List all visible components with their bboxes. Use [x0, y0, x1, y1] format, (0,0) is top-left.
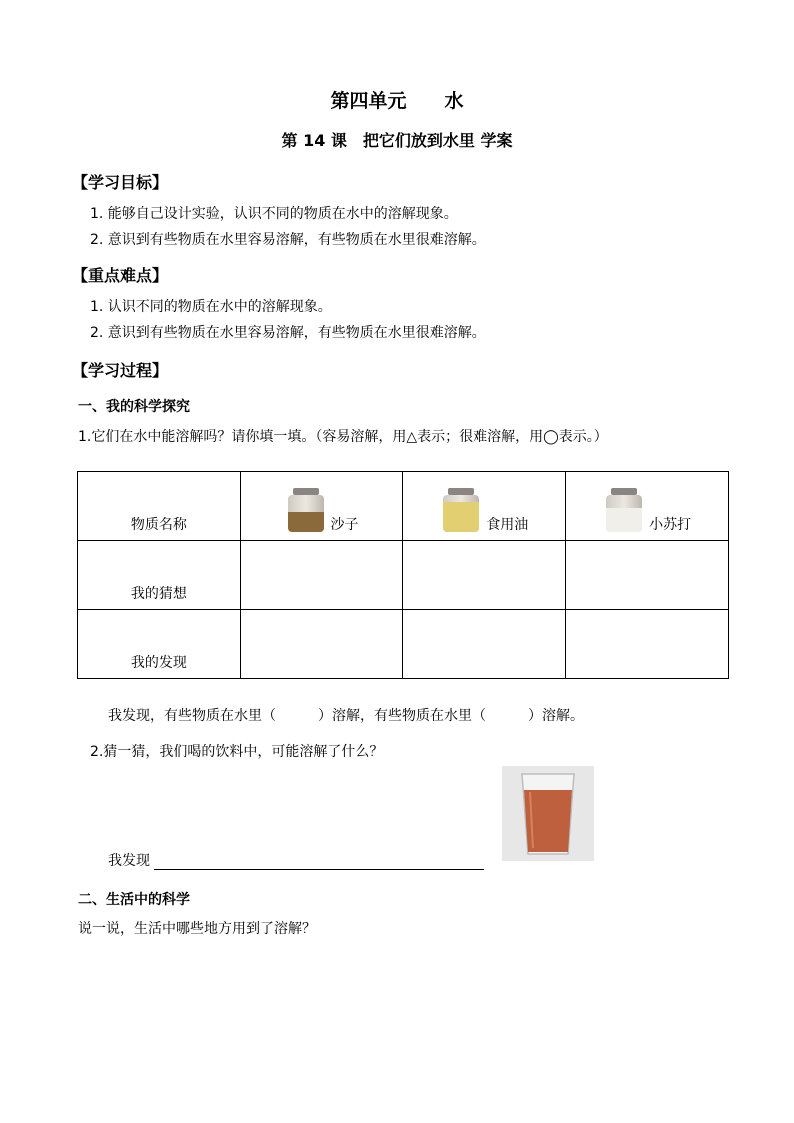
substance-cell-baking-soda — [566, 472, 729, 541]
baking-soda-jar-icon — [603, 486, 645, 534]
key-point-item-1: 1. 认识不同的物质在水中的溶解现象。 — [90, 299, 332, 315]
jar-fill — [443, 502, 479, 532]
part1-title: 一、我的科学探究 — [78, 399, 190, 415]
finding-cell-baking-soda[interactable] — [566, 610, 729, 679]
question-1: 1.它们在水中能溶解吗？请你填一填。（容易溶解，用△表示；很难溶解，用◯表示。） — [78, 429, 608, 445]
key-points-heading: 【重点难点】 — [72, 266, 169, 285]
answer-label: 我发现 — [108, 853, 150, 869]
row-header-finding: 我的发现 — [78, 610, 241, 679]
substance-cell-sand — [240, 472, 403, 541]
objectives-heading: 【学习目标】 — [72, 173, 169, 192]
part2-question: 说一说，生活中哪些地方用到了溶解？ — [78, 921, 316, 937]
substance-name: 沙子 — [330, 517, 359, 533]
table-row — [78, 541, 729, 610]
substance-name: 小苏打 — [649, 517, 692, 533]
row-header-guess: 我的猜想 — [78, 541, 241, 610]
finding-cell-sand[interactable] — [240, 610, 403, 679]
finding-cell-oil[interactable] — [403, 610, 566, 679]
table-row — [78, 472, 729, 541]
drink-glass-icon — [502, 766, 594, 861]
jar-fill — [606, 508, 642, 532]
observation-table — [77, 471, 729, 679]
objective-item-1: 1. 能够自己设计实验，认识不同的物质在水中的溶解现象。 — [90, 206, 458, 222]
guess-cell-oil[interactable] — [403, 541, 566, 610]
lesson-title: 第 14 课 把它们放到水里 学案 — [281, 131, 513, 150]
answer-blank-line[interactable] — [154, 855, 484, 870]
process-heading: 【学习过程】 — [72, 361, 169, 380]
objective-item-2: 2. 意识到有些物质在水里容易溶解，有些物质在水里很难溶解。 — [90, 232, 486, 248]
drink-glass-image — [502, 766, 594, 861]
table-row — [78, 610, 729, 679]
part2-title: 二、生活中的科学 — [78, 892, 190, 908]
guess-cell-sand[interactable] — [240, 541, 403, 610]
key-point-item-2: 2. 意识到有些物质在水里容易溶解，有些物质在水里很难溶解。 — [90, 325, 486, 341]
question-2: 2.猜一猜，我们喝的饮料中，可能溶解了什么？ — [90, 744, 384, 760]
substance-cell-oil — [403, 472, 566, 541]
row-header-substance: 物质名称 — [78, 472, 241, 541]
unit-title: 第四单元 水 — [330, 90, 464, 112]
sand-jar-icon — [285, 486, 327, 534]
finding-sentence: 我发现，有些物质在水里（ ）溶解，有些物质在水里（ ）溶解。 — [108, 708, 584, 724]
oil-jar-icon — [440, 486, 482, 534]
jar-fill — [288, 512, 324, 532]
guess-cell-baking-soda[interactable] — [566, 541, 729, 610]
answer-line-row — [108, 850, 484, 870]
substance-name: 食用油 — [486, 517, 529, 533]
